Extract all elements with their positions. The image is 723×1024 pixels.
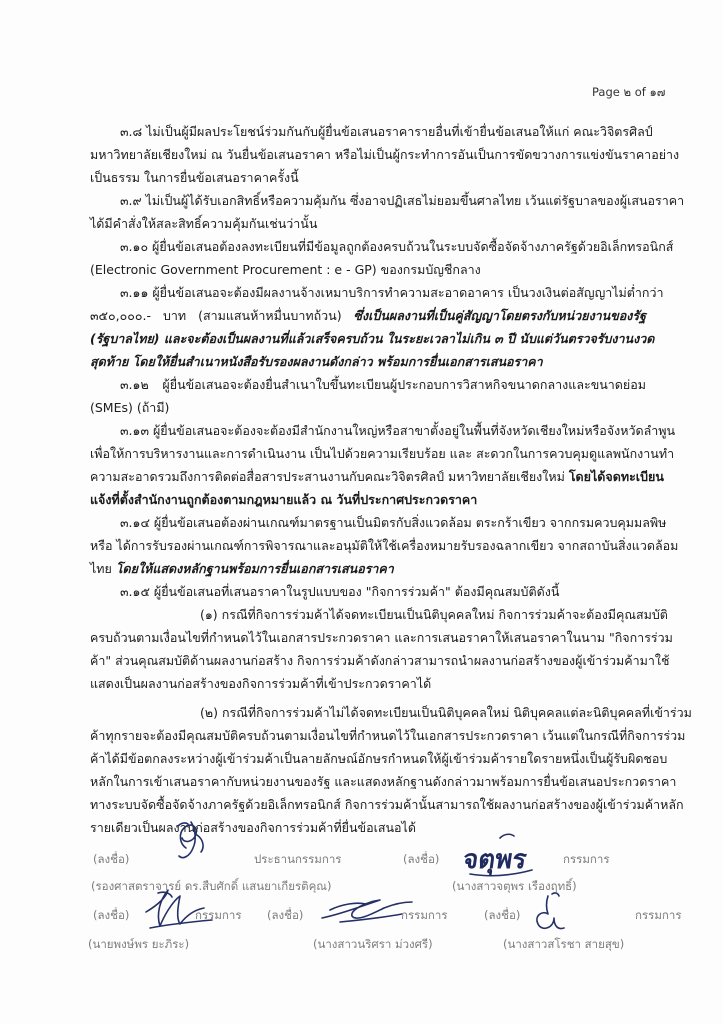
clause-3-9-line-1: ๓.๙ ไม่เป็นผู้ได้รับเอกสิทธิ์หรือความคุ้มกัน ซึ่งอาจปฏิเสธไม่ยอมขึ้นศาลไทย เว้นแต่รัฐบาลของผู้เสนอราคา: [120, 193, 685, 208]
clause-3-14-line-2: หรือ ได้การรับรองผ่านเกณฑ์การพิจารณาและอนุมัติให้ใช้เครื่องหมายรับรองฉลากเขียว จากสถาบันสิ่งแวดล้อม: [90, 538, 679, 553]
clause-3-11-line-4: สุดท้าย โดยให้ยื่นสำเนาหนังสือรับรองผลงานดังกล่าว พร้อมการยื่นเอกสารเสนอราคา: [90, 354, 543, 369]
sign-label-member-2: (ลงชื่อ): [93, 908, 130, 922]
clause-3-15-item-2-line-4: หลักในการเข้าเสนอราคากับหน่วยงานของรัฐ และแสดงหลักฐานดังกล่าวมาพร้อมการยื่นข้อเสนอประกวดราคา: [90, 774, 677, 789]
name-member-3: (นางสาวนริศรา ม่วงศรี): [313, 937, 433, 951]
clause-3-14-emphasis: โดยให้แสดงหลักฐานพร้อมการยื่นเอกสารเสนอราคา: [115, 561, 394, 576]
clause-3-9-line-2: ได้มีคำสั่งให้สละสิทธิ์ความคุ้มกันเช่นว่านั้น: [90, 216, 318, 231]
sign-label-chair: (ลงชื่อ): [93, 852, 130, 866]
name-member-4: (นางสาวสโรชา สายสุข): [503, 937, 625, 951]
clause-3-15-item-2-line-6: รายเดียวเป็นผลงานก่อสร้างของกิจการร่วมค้าที่ยื่นข้อเสนอได้: [90, 820, 416, 835]
signature-member-4: [537, 893, 564, 929]
sign-label-member-4: (ลงชื่อ): [484, 908, 521, 922]
clause-3-11-line-2: [90, 304, 646, 327]
role-member-2: กรรมการ: [195, 908, 242, 922]
clause-3-11-line-1: ๓.๑๑ ผู้ยื่นข้อเสนอจะต้องมีผลงานจ้างเหมาบริการทำความสะอาดอาคาร เป็นวงเงินต่อสัญญาไม่ต่ำกว่า: [120, 285, 664, 300]
name-chair: (รองศาสตราจารย์ ดร.สืบศักดิ์ แสนยาเกียรติคุณ): [91, 879, 332, 893]
clause-3-13-line-3: [90, 465, 664, 488]
clause-3-8-line-1: ๓.๘ ไม่เป็นผู้มีผลประโยชน์ร่วมกันกับผู้ยื่นข้อเสนอราคารายอื่นที่เข้ายื่นข้อเสนอให้แก่ คณะวิจิตรศิลป์: [120, 124, 653, 139]
clause-3-12-line-1: ๓.๑๒ ผู้ยื่นข้อเสนอจะต้องยื่นสำเนาใบขึ้นทะเบียนผู้ประกอบการวิสาหกิจขนาดกลางและขนาดย่อม: [120, 377, 646, 392]
clause-3-11-emphasis: ซึ่งเป็นผลงานที่เป็นคู่สัญญาโดยตรงกับหน่วยงานของรัฐ: [353, 308, 646, 323]
role-member-3: กรรมการ: [401, 908, 448, 922]
clause-3-8-line-3: เป็นธรรม ในการยื่นข้อเสนอราคาครั้งนี้: [90, 170, 299, 185]
clause-3-14-line-3-text: ไทย: [90, 561, 116, 576]
clause-3-15-intro: ๓.๑๕ ผู้ยื่นข้อเสนอที่เสนอราคาในรูปแบบของ "กิจการร่วมค้า" ต้องมีคุณสมบัติดังนี้: [120, 584, 560, 599]
clause-3-11-line-2-text: ๓๕๐,๐๐๐.- บาท (สามแสนห้าหมื่นบาทถ้วน): [90, 308, 354, 323]
role-chair: ประธานกรรมการ: [254, 852, 342, 866]
clause-3-10-line-2: (Electronic Government Procurement : e - GP) ของกรมบัญชีกลาง: [90, 262, 481, 277]
clause-3-13-emphasis: โดยได้จดทะเบียน: [568, 469, 664, 484]
clause-3-11-line-3: (รัฐบาลไทย) และจะต้องเป็นผลงานที่แล้วเสร็จครบถ้วน ในระยะเวลาไม่เกิน ๓ ปี นับแต่วันตรวจรับงานงวด: [90, 331, 655, 346]
sign-label-member-3: (ลงชื่อ): [267, 908, 304, 922]
name-member-2: (นายพงษ์พร ยะภิระ): [88, 937, 190, 951]
role-member-4: กรรมการ: [635, 908, 682, 922]
clause-3-14-line-3: [90, 557, 646, 580]
clause-3-12-line-2: (SMEs) (ถ้ามี): [90, 400, 170, 415]
clause-3-15-item-2-line-5: ทางระบบจัดซื้อจัดจ้างภาครัฐด้วยอิเล็กทรอนิกส์ กิจการร่วมค้านั้นสามารถใช้ผลงานก่อสร้างของผู้เข้าร่วมค้าหลัก: [90, 797, 684, 812]
clause-3-13-line-2: เพื่อให้การบริหารงานและการดำเนินงาน เป็นไปด้วยความเรียบร้อย และ สะดวกในการควบคุมดูแลพนักงานทำ: [90, 446, 675, 461]
clause-3-13-line-4: แจ้งที่ตั้งสำนักงานถูกต้องตามกฎหมายแล้ว ณ วันที่ประกาศประกวดราคา: [90, 492, 478, 507]
clause-3-10-line-1: ๓.๑๐ ผู้ยื่นข้อเสนอต้องลงทะเบียนที่มีข้อมูลถูกต้องครบถ้วนในระบบจัดซื้อจัดจ้างภาครัฐด้วยอิเล็กทรอนิกส์: [120, 239, 674, 254]
clause-3-14-line-1: ๓.๑๔ ผู้ยื่นข้อเสนอต้องผ่านเกณฑ์มาตรฐานเป็นมิตรกับสิ่งแวดล้อม ตระกร้าเขียว จากกรมควบคุมมลพิษ: [120, 515, 667, 530]
signature-member-3: [322, 900, 412, 922]
clause-3-8-line-2: มหาวิทยาลัยเชียงใหม่ ณ วันยื่นข้อเสนอราคา หรือไม่เป็นผู้กระทำการอันเป็นการขัดขวางการแข่งขันราคาอย่าง: [90, 147, 680, 162]
role-member-1: กรรมการ: [563, 852, 610, 866]
clause-3-13-line-3-text: ความสะอาดรวมถึงการติดต่อสื่อสารประสานงานกับคณะวิจิตรศิลป์ มหาวิทยาลัยเชียงใหม่: [90, 469, 569, 484]
sign-label-member-1: (ลงชื่อ): [403, 852, 440, 866]
page-number: Page ๒ of ๑๗: [592, 85, 666, 99]
clause-3-13-line-1: ๓.๑๓ ผู้ยื่นข้อเสนอจะต้องจะต้องมีสำนักงานใหญ่หรือสาขาตั้งอยู่ในพื้นที่จังหวัดเชียงใหม่หรือจังหวัดลำพูน: [120, 423, 676, 438]
clause-3-15-item-1-line-4: แสดงเป็นผลงานก่อสร้างของกิจการร่วมค้าที่เข้าประกวดราคาได้: [90, 676, 432, 691]
signature-member-1: จตุพร: [461, 845, 529, 875]
clause-3-15-item-2-line-1: (๒) กรณีที่กิจการร่วมค้าไม่ได้จดทะเบียนเป็นนิติบุคคลใหม่ นิติบุคคลแต่ละนิติบุคคลที่เข้าร่วม: [200, 705, 692, 720]
clause-3-15-item-1-line-3: ค้า" ส่วนคุณสมบัติด้านผลงานก่อสร้าง กิจการร่วมค้าดังกล่าวสามารถนำผลงานก่อสร้างของผู้เข้าร่วมค้ามาใช้: [90, 653, 670, 668]
signature-chair: [178, 822, 203, 858]
clause-3-15-item-2-line-2: ค้าทุกรายจะต้องมีคุณสมบัติครบถ้วนตามเงื่อนไขที่กำหนดไว้ในเอกสารประกวดราคา เว้นแต่ในกรณีที่กิจการร่วม: [90, 728, 686, 743]
name-member-1: (นางสาวจตุพร เรืองฤทธิ์): [452, 879, 577, 893]
document-body: [90, 120, 692, 839]
clause-3-15-item-2-line-3: ค้าได้มีข้อตกลงระหว่างผู้เข้าร่วมค้าเป็นลายลักษณ์อักษรกำหนดให้ผู้เข้าร่วมค้ารายใดรายหนึ่งเป็นผู้รับผิดชอบ: [90, 751, 668, 766]
clause-3-15-item-1-line-1: (๑) กรณีที่กิจการร่วมค้าได้จดทะเบียนเป็นนิติบุคคลใหม่ กิจการร่วมค้าจะต้องมีคุณสมบัติ: [200, 607, 668, 622]
clause-3-15-item-1-line-2: ครบถ้วนตามเงื่อนไขที่กำหนดไว้ในเอกสารประกวดราคา และการเสนอราคาให้เสนอราคาในนาม "กิจการร่วม: [90, 630, 673, 645]
